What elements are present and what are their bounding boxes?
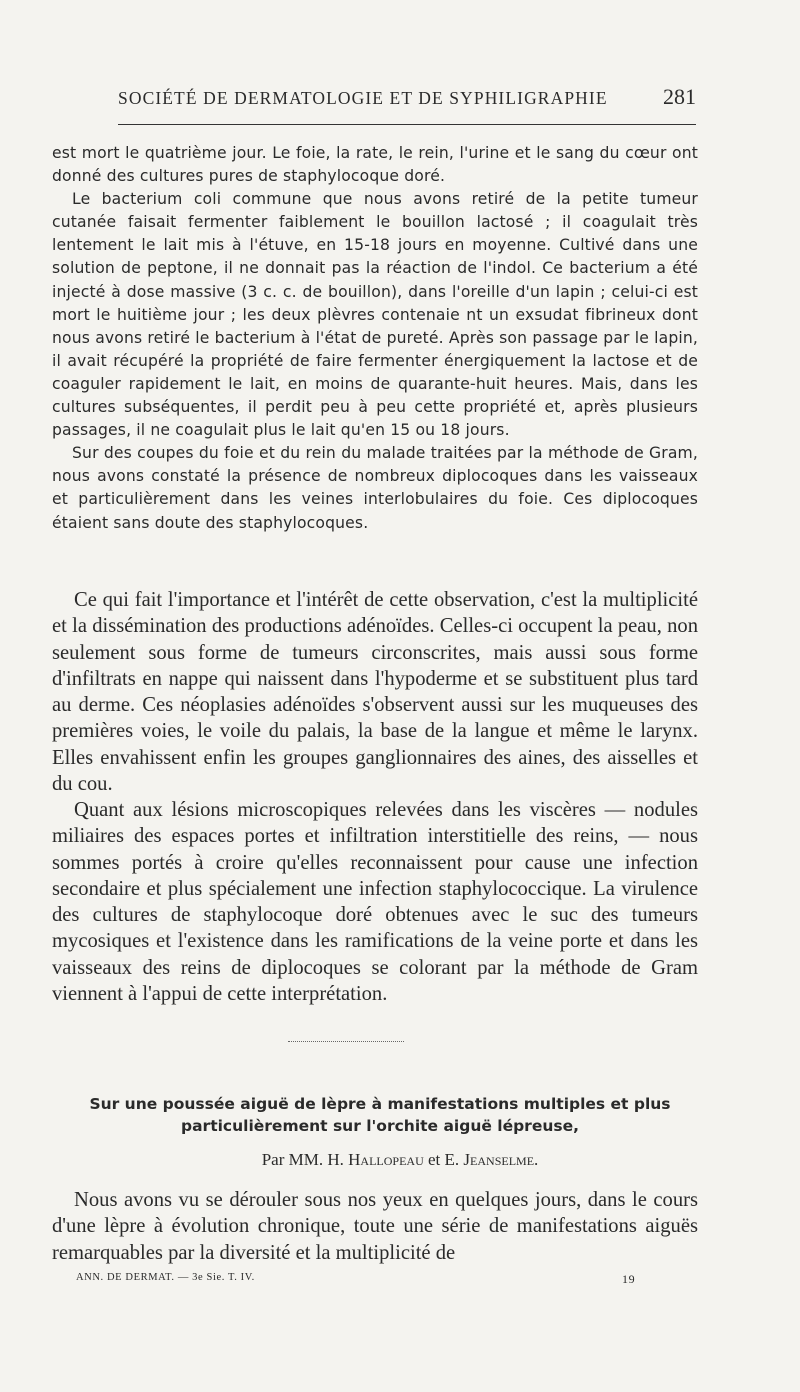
discussion-text — [52, 587, 698, 1007]
signature-mark: 19 — [622, 1272, 636, 1286]
header-rule — [118, 124, 696, 125]
article-authors — [120, 1150, 680, 1170]
observation-text — [52, 142, 698, 535]
author-name: E. Jeanselme. — [444, 1150, 539, 1169]
paragraph: Sur des coupes du foie et du rein du malade traitées par la méthode de Gram, nous avons constaté la présence de nombreux diplocoques dans les vaisseaux et particulièrement dans les veines interlobulaires du foie. Ces diplocoques étaient sans doute des staphylocoques. — [52, 444, 698, 532]
authors-prefix: Par MM. — [261, 1150, 324, 1169]
running-title: SOCIÉTÉ DE DERMATOLOGIE ET DE SYPHILIGRAPHIE — [118, 88, 608, 108]
running-header — [118, 84, 696, 114]
authors-and: et — [428, 1150, 441, 1169]
journal-reference: ANN. DE DERMAT. — 3e Sie. T. IV. — [76, 1272, 255, 1283]
paragraph: est mort le quatrième jour. Le foie, la rate, le rein, l'urine et le sang du cœur ont donné des cultures pures de staphylocoque doré. — [52, 144, 698, 186]
article-title — [40, 1093, 720, 1137]
title-line: Sur une poussée aiguë de lèpre à manifestations multiples et plus — [89, 1095, 671, 1113]
title-line: particulièrement sur l'orchite aiguë lépreuse, — [181, 1117, 579, 1135]
paragraph: Quant aux lésions microscopiques relevées dans les viscères — nodules miliaires des espaces portes et infiltration interstitielle des reins, — nous sommes portés à croire qu'elles reconnaissent pour cause une infection secondaire et plus spécialement une infection staphylococcique. La virulence des cultures de staphylocoque doré obtenues avec le suc des tumeurs mycosiques et l'existence dans les ramifications de la veine porte et dans les vaisseaux des reins de diplocoques se colorant par la méthode de Gram viennent à l'appui de cette interprétation. — [52, 799, 698, 1005]
author-name: H. Hallopeau — [327, 1150, 424, 1169]
paragraph: Nous avons vu se dérouler sous nos yeux en quelques jours, dans le cours d'une lèpre à évolution chronique, toute une série de manifestations aiguës remarquables par la diversité et la multiplicité de — [52, 1189, 698, 1264]
page-footer — [76, 1272, 656, 1286]
paragraph: Le bacterium coli commune que nous avons retiré de la petite tumeur cutanée faisait fermenter faiblement le bouillon lactosé ; il coagulait très lentement le lait mis à l'étuve, en 15-18 jours en moyenne. Cultivé dans une solution de peptone, il ne donnait pas la réaction de l'indol. Ce bacterium a été injecté à dose massive (3 c. c. de bouillon), dans l'oreille d'un lapin ; celui-ci est mort le huitième jour ; les deux plèvres contenaie nt un exsudat fibrineux dont nous avons retiré le bacterium à l'état de pureté. Après son passage par le lapin, il avait récupéré la propriété de faire fermenter énergiquement la lactose et de coaguler rapidement le lait, en moins de quarante-huit heures. Mais, dans les cultures subséquentes, il perdit peu à peu cette propriété et, après plusieurs passages, il ne coagulait plus le lait qu'en 15 ou 18 jours. — [52, 190, 698, 440]
page-number: 281 — [663, 84, 696, 109]
section-divider — [288, 1041, 404, 1042]
paragraph: Ce qui fait l'importance et l'intérêt de cette observation, c'est la multiplicité et la dissémination des productions adénoïdes. Celles-ci occupent la peau, non seulement sous forme de tumeurs circonscrites, mais aussi sous forme d'infiltrats en nappe qui naissent dans l'hypoderme et se substituent plus tard au derme. Ces néoplasies adénoïdes s'observent aussi sur les muqueuses des premières voies, le voile du palais, la base de la langue et même le larynx. Elles envahissent enfin les groupes ganglionnaires des aines, des aisselles et du cou. — [52, 589, 698, 795]
article-opening-text — [52, 1187, 698, 1266]
